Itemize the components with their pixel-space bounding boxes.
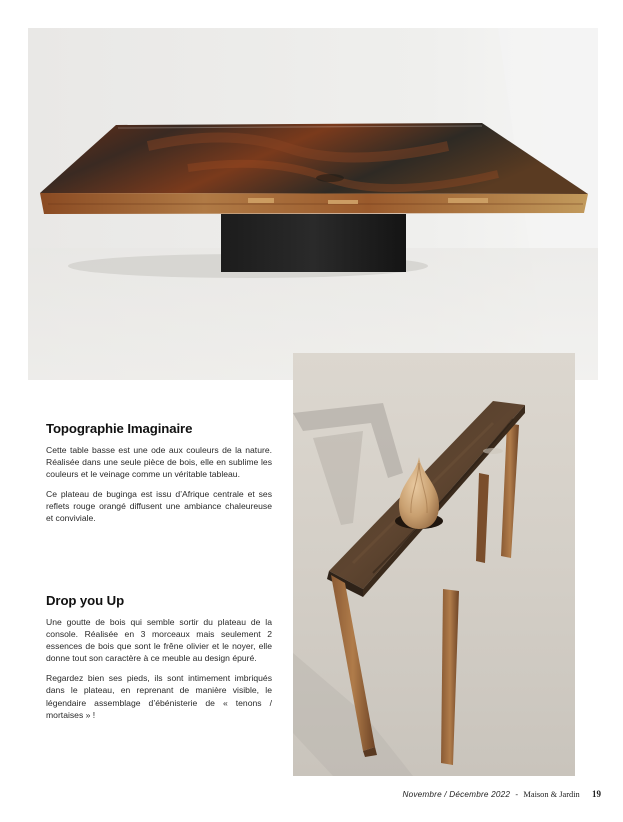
issue-date: Novembre / Décembre 2022: [402, 790, 511, 799]
magazine-name: Maison & Jardin: [523, 790, 580, 799]
article-topographie: [46, 421, 272, 533]
console-table-photo: [293, 353, 575, 776]
coffee-table-photo: [28, 28, 598, 380]
article-title: Topographie Imaginaire: [46, 421, 193, 436]
article-paragraph: Une goutte de bois qui semble sortir du plateau de la console. Réalisée en 3 morceaux mais seulement 2 essences de bois que sont le frêne olivier et le noyer, elle donne tout son caractère à ce meuble au design épuré.: [46, 617, 272, 664]
article-drop-you-up: [46, 593, 272, 729]
article-paragraph: Cette table basse est une ode aux couleurs de la nature. Réalisée dans une seule pièce de bois, elle en sublime les couleurs et le veinage comme un véritable tableau.: [46, 445, 272, 480]
article-title: Drop you Up: [46, 593, 125, 608]
page-footer: [402, 789, 601, 799]
coffee-table-illustration: [28, 28, 598, 380]
console-table-illustration: [293, 353, 575, 776]
page-number: 19: [592, 789, 601, 799]
footer-separator: -: [515, 790, 519, 799]
article-paragraph: Ce plateau de buginga est issu d’Afrique centrale et ses reflets rouge orangé diffusent une ambiance chaleureuse et conviviale.: [46, 489, 272, 524]
article-paragraph: Regardez bien ses pieds, ils sont intimement imbriqués dans le plateau, en reprenant de manière visible, le légendaire assemblage d’ébénisterie de « tenons / mortaises » !: [46, 673, 272, 720]
